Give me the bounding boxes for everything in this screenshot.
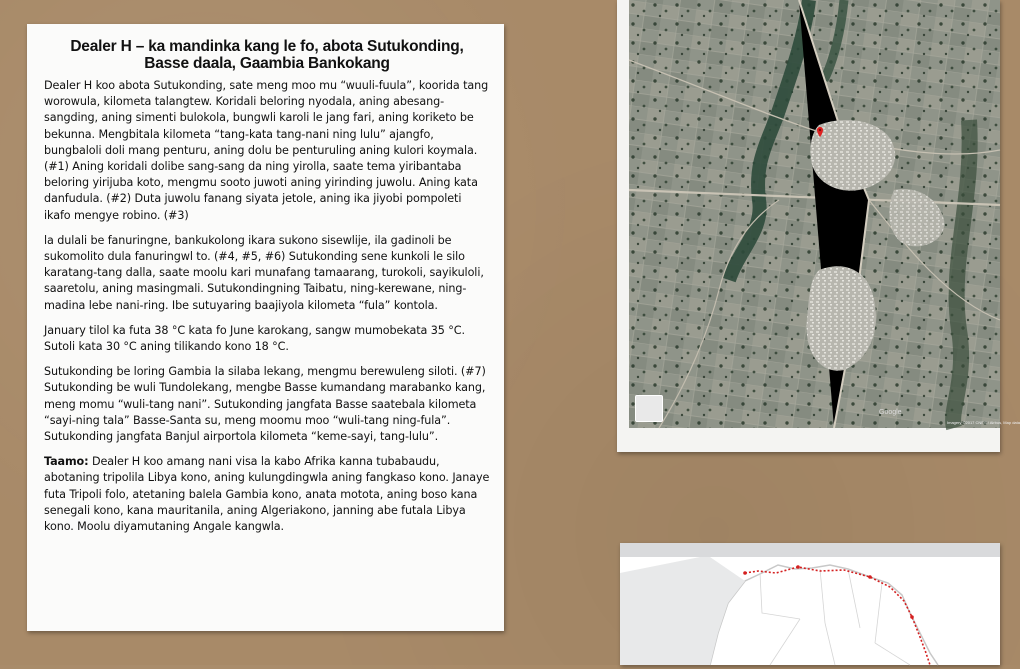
paragraph-5-text: Dealer H koo amang nani visa la kabo Afrika kanna tubabaudu, abotaning tripolila Libya kono, aning kulungdingwla aning fangkaso kono. Janaye futa Tripoli folo, atetaning balela Gambia kono, anata mototа, aning boso kana senegali kono, kana mauritanila, aning Algeriakono, janning abe futala Libya kono. Moolu diyamutaning Angale kangwla. bbox=[44, 455, 490, 534]
route-map bbox=[620, 543, 1000, 665]
paragraph-5-label: Taamo: bbox=[44, 455, 89, 469]
paragraph-5 bbox=[44, 454, 490, 535]
satellite-image bbox=[629, 0, 1020, 428]
paragraph-3: January tilol ka futa 38 °C kata fo June karokang, sangw mumobekata 35 °C. Sutoli kata 30 °C aning tilikando kono 18 °C. bbox=[44, 323, 465, 354]
satellite-photo-print bbox=[617, 0, 1020, 452]
satellite-terrain bbox=[629, 0, 1000, 428]
paragraph-4: Sutukonding be loring Gambia la silaba lekang, mengmu berewuleng siloti. (#7) Sutukonding be wuli Tundolekang, mengbe Basse kumandang marabanko kang, meng momu “wuli-tang nani”. Sutukonding jangfata Basse saatebala kilometa “sayi-ning tala” Basse-Santa su, meng moomu moo “wuli-tang ning-fula”. Sutukonding jangfata Banjul airportola kilometa “keme-sayi, tang-lulu”. bbox=[44, 365, 486, 444]
paragraph-1: Dealer H koo abota Sutukonding, sate meng moo mu “wuuli-fuula”, koorida tang worowula, kilometa talangtew. Koridali beloring nyodala, aning abesang-sangding, aning simenti bulokola, bungwli karoli le jang fari, aning koriketo be bekunna. Mengbitala kilometa “tang-kata tang-nani ning lulu” ajangfo, bungbaloli doli mang penturu, aning dolu be penturuling aning kulori koymala. (#1) Aning koridali dolibe sang-sang da ning yirolla, saate tema yiribantaba beloring yirijuba koto, mengmu sooto juwoti aning yirinding juwolu. Aning kata danfudula. (#2) Duta juwolu fanang siyata jetole, aning ika jiyobi pompoleti ikafo mengye robino. (#3) bbox=[44, 79, 489, 222]
text-card bbox=[27, 24, 504, 631]
card-title bbox=[44, 38, 490, 72]
card-title-line-1: Dealer H – ka mandinka kang le fo, abota Sutukonding, bbox=[70, 38, 464, 55]
map-layer-toggle-icon[interactable] bbox=[635, 395, 663, 422]
card-title-line-2: Basse daala, Gaambia Bankokang bbox=[144, 55, 390, 72]
google-logo: Google bbox=[879, 409, 902, 416]
paragraph-2: la dulali be fanuringne, bankukolong ikara sukono sisewlije, ila gadinoli be sukomolito dula fanuringwl to. (#4, #5, #6) Sutukonding sene kunkoli le silo karatang-tang dalla, saate moolu kari munafang tamaarang, turokoli, sayikuloli, saaretolu, aning masingmali. Sutukondingning Taibatu, ning-kerewane, ning-madina lebe nani-ring. Ibe sutuyaring baajiyola kilometa “fula” kontola. bbox=[44, 233, 484, 312]
route-map-print bbox=[620, 543, 1000, 665]
map-attribution: Imagery ©2017 CNES / Airbus, Map data bbox=[947, 420, 1020, 425]
